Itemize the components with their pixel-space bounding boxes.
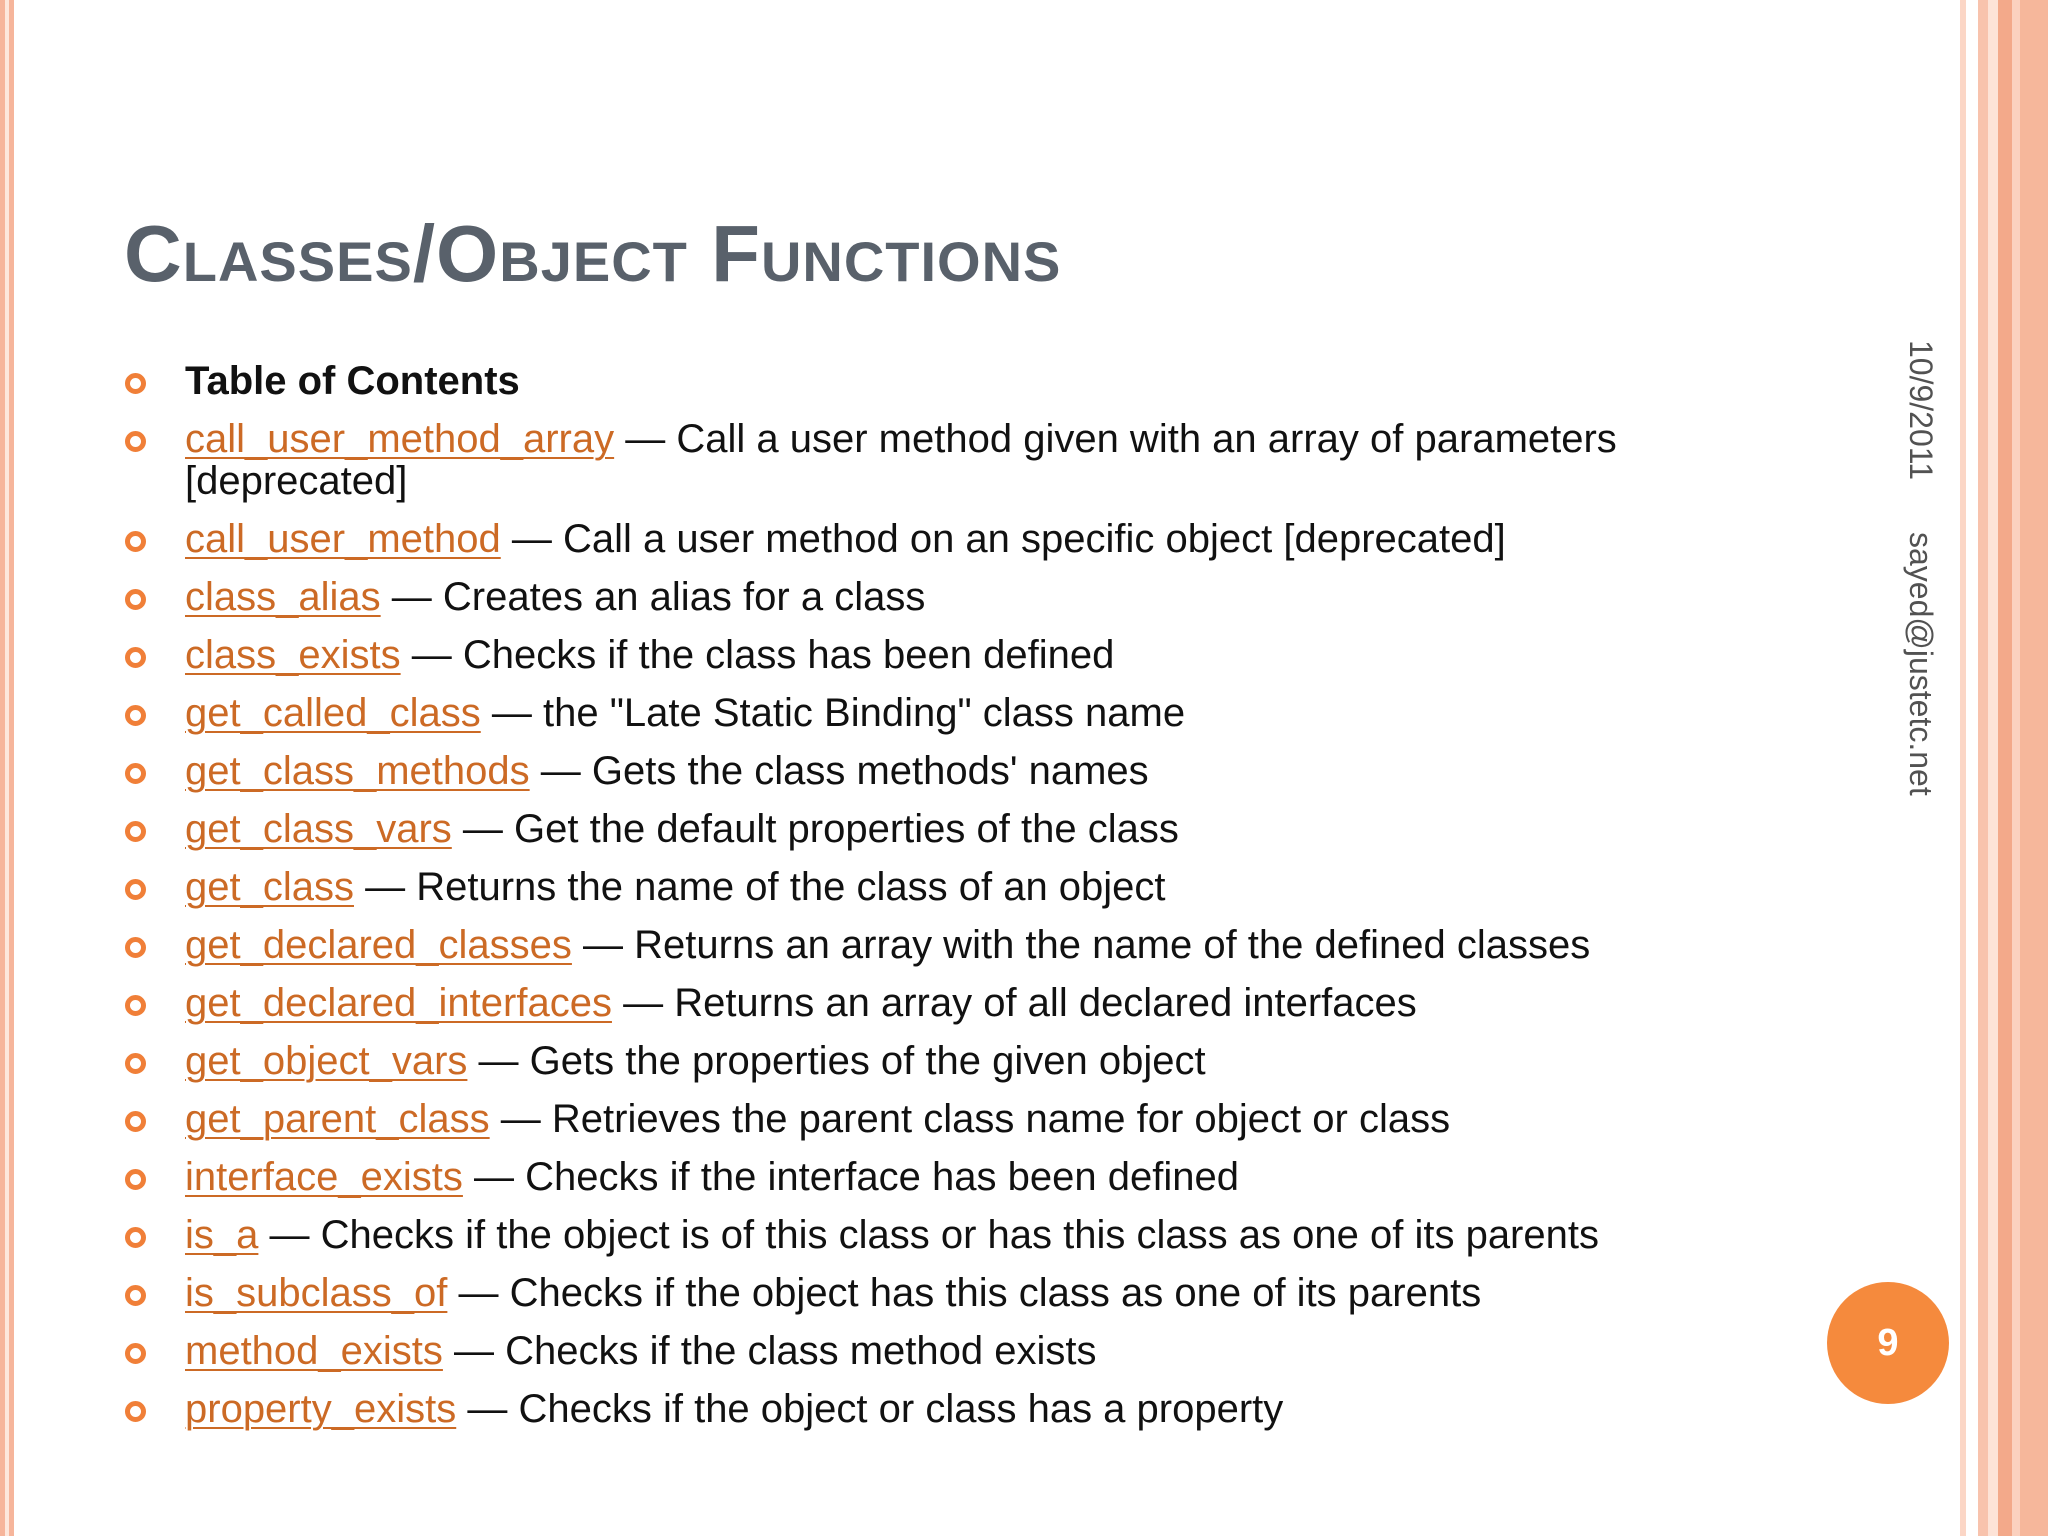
function-link[interactable]: class_exists (185, 633, 401, 677)
function-link[interactable]: get_class_vars (185, 807, 452, 851)
page-number-badge: 9 (1827, 1282, 1949, 1404)
function-description: Returns an array of all declared interfaces (674, 981, 1417, 1025)
bullet-icon (125, 705, 146, 726)
side-date: 10/9/2011 (1903, 340, 1939, 480)
separator-dash: — (380, 575, 443, 619)
function-link[interactable]: class_alias (185, 575, 381, 619)
function-link[interactable]: get_parent_class (185, 1097, 490, 1141)
function-link[interactable]: get_declared_interfaces (185, 981, 612, 1025)
function-link[interactable]: is_a (185, 1213, 259, 1257)
function-link[interactable]: get_declared_classes (185, 923, 572, 967)
function-description: Gets the class methods' names (591, 749, 1149, 793)
list-item (120, 1272, 1760, 1314)
function-description: Returns the name of the class of an object (416, 865, 1166, 909)
side-footer (1902, 340, 1939, 796)
list-item (120, 418, 1760, 502)
list-item (120, 1388, 1760, 1430)
list-item (120, 1330, 1760, 1372)
function-list (120, 360, 1760, 1446)
list-item (120, 750, 1760, 792)
function-description: Call a user method given with an array of parameters [deprecated] (185, 417, 1617, 503)
list-item (120, 1040, 1760, 1082)
bullet-icon (125, 647, 146, 668)
function-link[interactable]: interface_exists (185, 1155, 463, 1199)
list-item (120, 982, 1760, 1024)
separator-dash: — (447, 1271, 510, 1315)
separator-dash: — (400, 633, 463, 677)
function-description: Checks if the class method exists (505, 1329, 1097, 1373)
function-link[interactable]: get_called_class (185, 691, 481, 735)
function-description: Gets the properties of the given object (529, 1039, 1206, 1083)
bullet-icon (125, 763, 146, 784)
separator-dash: — (467, 1039, 530, 1083)
bullet-icon (125, 1111, 146, 1132)
function-description: Checks if the object is of this class or has this class as one of its parents (320, 1213, 1599, 1257)
list-item (120, 1098, 1760, 1140)
slide-title: Classes/Object Functions (124, 209, 1062, 298)
separator-dash: — (529, 749, 592, 793)
function-description: Creates an alias for a class (442, 575, 926, 619)
list-item (120, 634, 1760, 676)
function-link[interactable]: call_user_method (185, 517, 501, 561)
function-description: the "Late Static Binding" class name (542, 691, 1186, 735)
bullet-icon (125, 1343, 146, 1364)
bullet-icon (125, 1169, 146, 1190)
list-item (120, 692, 1760, 734)
function-description: Retrieves the parent class name for object or class (551, 1097, 1451, 1141)
separator-dash: — (442, 1329, 506, 1373)
function-link[interactable]: get_class_methods (185, 749, 530, 793)
function-description: Checks if the object has this class as one of its parents (509, 1271, 1482, 1315)
function-description: Call a user method on an specific object [deprecated] (562, 517, 1506, 561)
separator-dash: — (451, 807, 515, 851)
function-link[interactable]: get_class (185, 865, 354, 909)
function-description: Checks if the class has been defined (462, 633, 1115, 677)
function-link[interactable]: is_subclass_of (185, 1271, 448, 1315)
left-border-decoration (0, 0, 14, 1536)
function-link[interactable]: property_exists (185, 1387, 457, 1431)
separator-dash: — (489, 1097, 552, 1141)
bullet-icon (125, 431, 146, 452)
bullet-icon (125, 1401, 146, 1422)
bullet-icon (125, 937, 146, 958)
separator-dash: — (571, 923, 635, 967)
list-item (120, 1214, 1760, 1256)
separator-dash: — (456, 1387, 519, 1431)
toc-heading: Table of Contents (185, 359, 520, 403)
separator-dash: — (480, 691, 543, 735)
function-link[interactable]: call_user_method_array (185, 417, 615, 461)
function-description: Get the default properties of the class (514, 807, 1179, 851)
bullet-icon (125, 373, 146, 394)
bullet-icon (125, 1227, 146, 1248)
list-item (120, 576, 1760, 618)
separator-dash: — (353, 865, 417, 909)
separator-dash: — (500, 517, 563, 561)
bullet-icon (125, 1285, 146, 1306)
separator-dash: — (614, 417, 677, 461)
bullet-icon (125, 995, 146, 1016)
list-item (120, 1156, 1760, 1198)
bullet-icon (125, 1053, 146, 1074)
list-item (120, 808, 1760, 850)
function-description: Checks if the interface has been defined (525, 1155, 1239, 1199)
function-description: Returns an array with the name of the defined classes (634, 923, 1591, 967)
separator-dash: — (258, 1213, 321, 1257)
bullet-icon (125, 821, 146, 842)
list-item (120, 924, 1760, 966)
separator-dash: — (462, 1155, 526, 1199)
right-border-decoration (1960, 0, 2048, 1536)
function-link[interactable]: method_exists (185, 1329, 443, 1373)
bullet-icon (125, 879, 146, 900)
list-item (120, 866, 1760, 908)
function-link[interactable]: get_object_vars (185, 1039, 468, 1083)
separator-dash: — (611, 981, 675, 1025)
bullet-icon (125, 531, 146, 552)
list-item (120, 518, 1760, 560)
bullet-icon (125, 589, 146, 610)
side-email: sayed@justetc.net (1903, 531, 1939, 796)
function-description: Checks if the object or class has a property (518, 1387, 1284, 1431)
toc-heading-item (120, 360, 1760, 402)
